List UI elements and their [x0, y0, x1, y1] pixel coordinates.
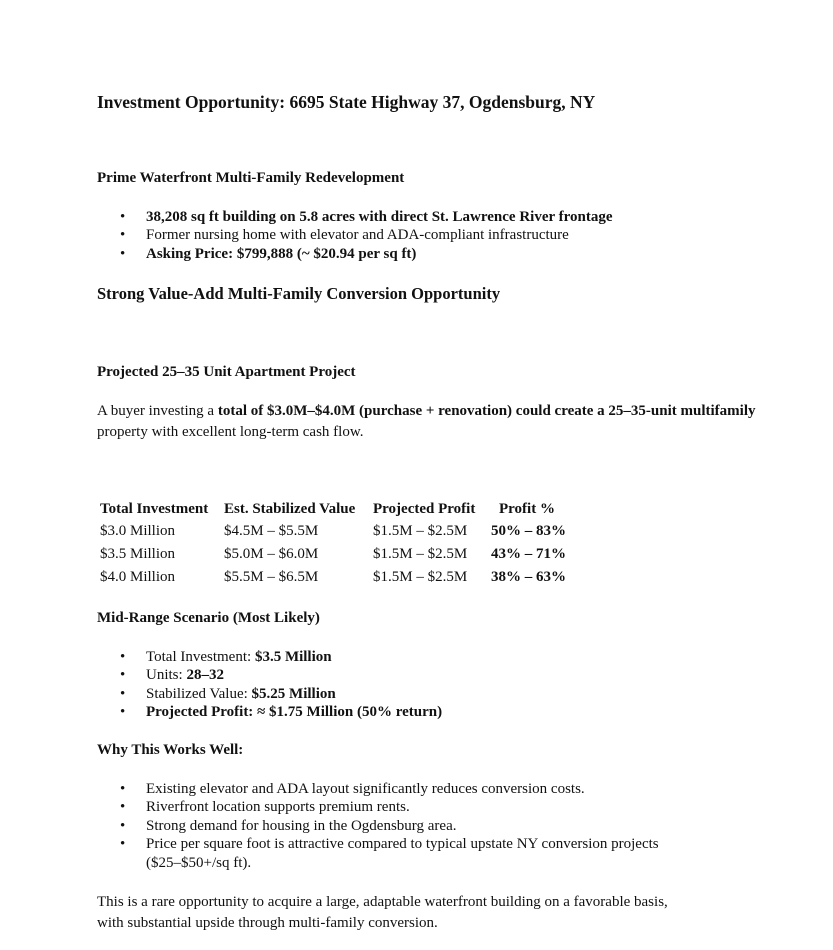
- list-item: • Strong demand for housing in the Ogdensburg area.: [97, 817, 659, 835]
- column-header: Profit %: [499, 500, 555, 517]
- section-heading-waterfront: Prime Waterfront Multi-Family Redevelopment: [97, 170, 405, 186]
- table-cell: 38% – 63%: [491, 569, 566, 585]
- property-highlights-list: [97, 208, 613, 263]
- table-cell: $3.5 Million: [100, 546, 176, 562]
- section-heading-mid-range: Mid-Range Scenario (Most Likely): [97, 610, 320, 626]
- table-cell: $1.5M – $2.5M: [373, 569, 468, 585]
- table-cell: $3.0 Million: [100, 523, 176, 539]
- table-cell: $4.5M – $5.5M: [224, 523, 319, 539]
- list-item: • Asking Price: $799,888 (~ $20.94 per sq ft): [97, 245, 613, 263]
- table-row: [98, 520, 591, 543]
- table-row: [98, 566, 591, 589]
- table-cell: 43% – 71%: [491, 546, 566, 562]
- why-list: [97, 780, 659, 872]
- column-header: Total Investment: [100, 500, 209, 517]
- table-cell: $1.5M – $2.5M: [373, 546, 468, 562]
- table-cell: $5.0M – $6.0M: [224, 546, 319, 562]
- list-item: • Riverfront location supports premium rents.: [97, 798, 659, 816]
- list-item: • Units: 28–32: [97, 666, 442, 684]
- investment-table: [98, 498, 591, 589]
- section-heading-why: Why This Works Well:: [97, 742, 244, 758]
- section-heading-apartment-project: Projected 25–35 Unit Apartment Project: [97, 364, 356, 380]
- table-cell: $4.0 Million: [100, 569, 176, 585]
- table-cell: 50% – 83%: [491, 523, 566, 539]
- table-cell: $1.5M – $2.5M: [373, 523, 468, 539]
- column-header: Projected Profit: [373, 500, 476, 517]
- list-item: • Total Investment: $3.5 Million: [97, 648, 442, 666]
- project-description: A buyer investing a total of $3.0M–$4.0M (purchase + renovation) could create a 25–35-unit multifamily property with excellent long-term cash flow.: [97, 403, 756, 440]
- list-item: • Projected Profit: ≈ $1.75 Million (50% return): [97, 703, 442, 721]
- mid-range-list: [97, 648, 442, 722]
- list-item: • Existing elevator and ADA layout significantly reduces conversion costs.: [97, 780, 659, 798]
- list-item: • Former nursing home with elevator and ADA-compliant infrastructure: [97, 226, 613, 244]
- table-cell: $5.5M – $6.5M: [224, 569, 319, 585]
- section-heading-value-add: Strong Value-Add Multi-Family Conversion Opportunity: [97, 284, 501, 303]
- list-item: • Price per square foot is attractive compared to typical upstate NY conversion projects ($25–$50+/sq ft).: [97, 835, 659, 872]
- table-header-row: [98, 498, 591, 520]
- closing-paragraph: This is a rare opportunity to acquire a large, adaptable waterfront building on a favorable basis, with substantial upside through multi-family conversion.: [97, 894, 668, 931]
- page-title: Investment Opportunity: 6695 State Highway 37, Ogdensburg, NY: [97, 92, 596, 112]
- table-row: [98, 543, 591, 566]
- list-item: • 38,208 sq ft building on 5.8 acres with direct St. Lawrence River frontage: [97, 208, 613, 226]
- list-item: • Stabilized Value: $5.25 Million: [97, 685, 442, 703]
- column-header: Est. Stabilized Value: [224, 500, 356, 517]
